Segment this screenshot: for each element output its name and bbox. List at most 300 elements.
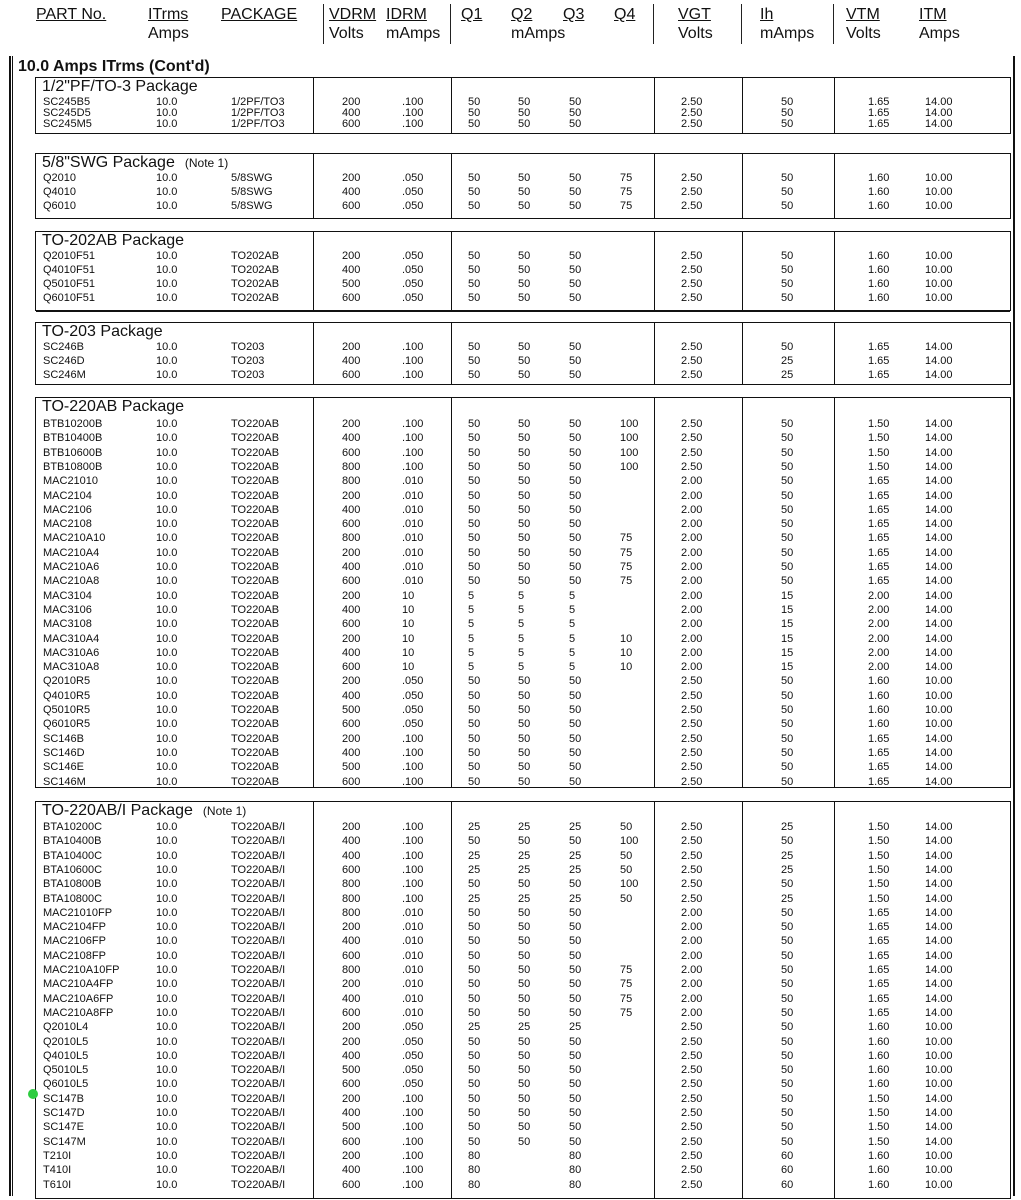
cell-idrm: .100	[402, 460, 424, 473]
cell-vdrm: 800	[342, 532, 361, 545]
cell-q2: 25	[518, 892, 531, 905]
cell-q1: 50	[468, 1092, 481, 1105]
cell-q1: 50	[468, 341, 481, 353]
cell-q1: 50	[468, 503, 481, 516]
cell-q1: 5	[468, 618, 475, 631]
cell-vtm: 1.65	[868, 949, 890, 962]
cell-idrm: .010	[402, 949, 424, 962]
cell-vgt: 2.50	[681, 1135, 703, 1148]
cell-idrm: .100	[402, 341, 424, 353]
cell-vgt: 2.50	[681, 96, 703, 108]
cell-vdrm: 400	[342, 503, 361, 516]
cell-q3: 50	[569, 1064, 582, 1077]
cell-vtm: 1.65	[868, 935, 890, 948]
table-row	[36, 894, 1010, 905]
cell-q1: 50	[468, 172, 481, 184]
cell-q3: 5	[569, 661, 576, 674]
cell-part-number: MAC210A4FP	[43, 978, 114, 991]
cell-vdrm: 200	[342, 1092, 361, 1105]
cell-itrms: 10.0	[156, 186, 178, 198]
cell-vgt: 2.50	[681, 292, 703, 304]
cell-itm: 14.00	[925, 432, 953, 445]
cell-q1: 50	[468, 1006, 481, 1019]
cell-q2: 50	[518, 1092, 531, 1105]
cell-q2: 50	[518, 964, 531, 976]
cell-idrm: .050	[402, 292, 424, 304]
header-divider	[833, 4, 834, 44]
cell-itrms: 10.0	[156, 118, 178, 130]
cell-package: TO220AB/I	[231, 906, 286, 919]
cell-part-number: SC147D	[43, 1107, 85, 1119]
cell-vdrm: 600	[342, 518, 361, 531]
cell-vdrm: 800	[342, 460, 361, 473]
cell-q1: 50	[468, 1064, 481, 1077]
cell-q1: 50	[468, 355, 481, 367]
cell-q2: 50	[518, 107, 531, 119]
cell-q1: 5	[468, 646, 475, 659]
cell-q4: 75	[620, 1006, 633, 1019]
table-row	[36, 342, 1010, 353]
cell-idrm: .050	[402, 689, 424, 702]
cell-itrms: 10.0	[156, 689, 178, 702]
cell-q3: 50	[569, 107, 582, 119]
cell-ih: 25	[781, 892, 794, 905]
cell-part-number: Q6010R5	[43, 718, 91, 731]
cell-vtm: 1.50	[868, 849, 890, 862]
cell-part-number: SC246B	[43, 341, 84, 353]
cell-itm: 14.00	[925, 1107, 953, 1119]
cell-q2: 50	[518, 1064, 531, 1077]
cell-package: TO220AB	[231, 603, 280, 616]
cell-part-number: MAC210A10	[43, 532, 106, 545]
cell-q2: 50	[518, 1121, 531, 1134]
cell-q3: 50	[569, 518, 582, 531]
cell-vgt: 2.50	[681, 446, 703, 459]
cell-part-number: MAC2108	[43, 518, 92, 531]
cell-package: TO220AB	[231, 761, 280, 774]
header-ih: Ih mAmps	[760, 6, 815, 42]
cell-vtm: 1.65	[868, 964, 890, 976]
cell-part-number: MAC2104FP	[43, 921, 106, 934]
package-note: (Note 1)	[184, 156, 229, 170]
cell-ih: 50	[781, 292, 794, 304]
cell-itrms: 10.0	[156, 675, 178, 688]
cell-vgt: 2.00	[681, 503, 703, 516]
table-row	[36, 433, 1010, 444]
cell-vgt: 2.00	[681, 603, 703, 616]
cell-idrm: 10	[402, 618, 415, 631]
cell-ih: 50	[781, 546, 794, 559]
cell-vdrm: 600	[342, 118, 361, 130]
cell-package: TO220AB	[231, 775, 280, 788]
table-row	[36, 293, 1010, 304]
cell-vgt: 2.00	[681, 964, 703, 976]
cell-idrm: .100	[402, 96, 424, 108]
table-row	[36, 1065, 1010, 1076]
cell-package: TO220AB	[231, 418, 280, 430]
cell-q1: 50	[468, 200, 481, 212]
table-row	[36, 1151, 1010, 1162]
cell-idrm: .010	[402, 992, 424, 1005]
cell-idrm: .010	[402, 921, 424, 934]
cell-itm: 10.00	[925, 172, 953, 184]
table-row	[36, 634, 1010, 645]
cell-vtm: 1.65	[868, 992, 890, 1005]
table-row	[36, 448, 1010, 459]
cell-idrm: .100	[402, 355, 424, 367]
cell-q1: 25	[468, 892, 481, 905]
cell-q3: 25	[569, 863, 582, 876]
cell-vdrm: 200	[342, 172, 361, 184]
cell-vtm: 1.65	[868, 575, 890, 588]
table-row	[36, 251, 1010, 262]
cell-vdrm: 600	[342, 949, 361, 962]
cell-itrms: 10.0	[156, 921, 178, 934]
cell-itrms: 10.0	[156, 532, 178, 545]
row-divider	[36, 311, 1010, 312]
cell-vgt: 2.50	[681, 746, 703, 759]
cell-vtm: 1.65	[868, 561, 890, 573]
cell-q2: 50	[518, 341, 531, 353]
cell-q3: 50	[569, 200, 582, 212]
table-row	[36, 719, 1010, 730]
cell-vdrm: 600	[342, 446, 361, 459]
cell-vtm: 1.50	[868, 835, 890, 848]
cell-vgt: 2.50	[681, 1092, 703, 1105]
cell-package: TO220AB/I	[231, 1135, 286, 1148]
cell-itm: 10.00	[925, 689, 953, 702]
cell-idrm: .050	[402, 186, 424, 198]
cell-package: TO202AB	[231, 264, 280, 276]
cell-itrms: 10.0	[156, 978, 178, 991]
cell-q1: 50	[468, 250, 481, 262]
cell-vtm: 1.60	[868, 1021, 890, 1034]
package-box	[35, 801, 1011, 1199]
cell-part-number: Q6010	[43, 200, 77, 212]
cell-part-number: Q2010	[43, 172, 77, 184]
cell-vtm: 1.60	[868, 200, 890, 212]
cell-idrm: .100	[402, 1121, 424, 1134]
cell-q1: 50	[468, 561, 481, 573]
cell-itrms: 10.0	[156, 746, 178, 759]
cell-itrms: 10.0	[156, 341, 178, 353]
cell-q2: 50	[518, 1078, 531, 1091]
cell-vdrm: 600	[342, 575, 361, 588]
cell-vdrm: 200	[342, 732, 361, 745]
cell-vdrm: 800	[342, 475, 361, 488]
cell-vtm: 1.65	[868, 761, 890, 774]
cell-q2: 50	[518, 432, 531, 445]
cell-q4: 75	[620, 186, 633, 198]
cell-vgt: 2.50	[681, 369, 703, 381]
cell-ih: 50	[781, 761, 794, 774]
cell-q1: 50	[468, 107, 481, 119]
cell-q4: 75	[620, 532, 633, 545]
cell-ih: 25	[781, 863, 794, 876]
cell-q1: 50	[468, 278, 481, 290]
cell-vdrm: 500	[342, 278, 361, 290]
cell-idrm: .010	[402, 546, 424, 559]
cell-q4: 100	[620, 446, 639, 459]
cell-vtm: 1.60	[868, 1164, 890, 1177]
cell-idrm: .010	[402, 964, 424, 976]
cell-idrm: .050	[402, 675, 424, 688]
cell-itm: 14.00	[925, 935, 953, 948]
cell-q1: 5	[468, 632, 475, 645]
cell-part-number: SC146M	[43, 775, 86, 788]
cell-ih: 50	[781, 775, 794, 788]
cell-part-number: Q6010F51	[43, 292, 95, 304]
cell-ih: 15	[781, 646, 794, 659]
cell-package: TO203	[231, 369, 265, 381]
cell-idrm: 10	[402, 661, 415, 674]
cell-vtm: 1.50	[868, 1107, 890, 1119]
cell-itm: 14.00	[925, 418, 953, 430]
cell-part-number: T210I	[43, 1149, 72, 1162]
cell-vdrm: 200	[342, 1149, 361, 1162]
cell-q3: 50	[569, 835, 582, 848]
cell-q1: 80	[468, 1164, 481, 1177]
cell-idrm: 10	[402, 603, 415, 616]
cell-q1: 50	[468, 418, 481, 430]
cell-ih: 15	[781, 603, 794, 616]
cell-part-number: SC146E	[43, 761, 84, 774]
cell-q3: 50	[569, 718, 582, 731]
cell-q3: 50	[569, 292, 582, 304]
cell-vtm: 1.60	[868, 1035, 890, 1048]
cell-itrms: 10.0	[156, 775, 178, 788]
cell-idrm: .100	[402, 107, 424, 119]
table-row	[36, 419, 1010, 430]
cell-vdrm: 200	[342, 546, 361, 559]
cell-package: TO202AB	[231, 250, 280, 262]
cell-part-number: MAC310A6	[43, 646, 100, 659]
cell-q2: 5	[518, 632, 525, 645]
cell-idrm: .100	[402, 369, 424, 381]
package-box	[35, 322, 1011, 385]
cell-itm: 14.00	[925, 746, 953, 759]
cell-q3: 25	[569, 1021, 582, 1034]
cell-q2: 50	[518, 369, 531, 381]
cell-part-number: SC245D5	[43, 107, 91, 119]
cell-ih: 50	[781, 446, 794, 459]
cell-idrm: 10	[402, 589, 415, 602]
cell-vgt: 2.50	[681, 878, 703, 891]
cell-itrms: 10.0	[156, 718, 178, 731]
cell-vtm: 1.60	[868, 1064, 890, 1077]
cell-ih: 50	[781, 978, 794, 991]
table-row	[36, 979, 1010, 990]
cell-q3: 50	[569, 460, 582, 473]
cell-vgt: 2.50	[681, 1107, 703, 1119]
cell-itm: 14.00	[925, 561, 953, 573]
cell-itm: 10.00	[925, 1149, 953, 1162]
cell-itrms: 10.0	[156, 475, 178, 488]
cell-q2: 50	[518, 264, 531, 276]
cell-part-number: MAC3104	[43, 589, 92, 602]
cell-q1: 50	[468, 746, 481, 759]
cell-vgt: 2.50	[681, 1064, 703, 1077]
package-title-text: TO-202AB Package	[42, 232, 185, 249]
cell-package: TO220AB/I	[231, 849, 286, 862]
header-q2: Q2 mAmps	[511, 6, 566, 42]
cell-part-number: MAC210A6	[43, 561, 100, 573]
table-row	[36, 748, 1010, 759]
cell-itm: 14.00	[925, 575, 953, 588]
package-title-text: 1/2"PF/TO-3 Package	[42, 78, 198, 95]
cell-part-number: BTB10400B	[43, 432, 103, 445]
cell-itm: 14.00	[925, 446, 953, 459]
cell-package: TO220AB/I	[231, 935, 286, 948]
cell-vgt: 2.50	[681, 250, 703, 262]
cell-ih: 15	[781, 589, 794, 602]
cell-package: TO202AB	[231, 278, 280, 290]
cell-q3: 50	[569, 732, 582, 745]
cell-q1: 80	[468, 1178, 481, 1191]
cell-vtm: 1.65	[868, 775, 890, 788]
cell-idrm: .010	[402, 489, 424, 502]
cell-idrm: .010	[402, 906, 424, 919]
cell-vgt: 2.50	[681, 732, 703, 745]
cell-package: TO220AB	[231, 432, 280, 445]
cell-q1: 50	[468, 704, 481, 716]
cell-itrms: 10.0	[156, 1107, 178, 1119]
cell-ih: 50	[781, 718, 794, 731]
cell-vdrm: 400	[342, 849, 361, 862]
cell-idrm: .100	[402, 446, 424, 459]
cell-itrms: 10.0	[156, 906, 178, 919]
cell-q3: 50	[569, 575, 582, 588]
cell-vtm: 1.60	[868, 1149, 890, 1162]
cell-vgt: 2.50	[681, 186, 703, 198]
cell-q3: 50	[569, 689, 582, 702]
cell-part-number: MAC210A10FP	[43, 964, 120, 976]
cell-q3: 50	[569, 675, 582, 688]
table-row	[36, 691, 1010, 702]
table-row	[36, 576, 1010, 587]
cell-vtm: 1.50	[868, 460, 890, 473]
cell-package: TO220AB/I	[231, 1078, 286, 1091]
cell-vgt: 2.00	[681, 921, 703, 934]
cell-q3: 50	[569, 761, 582, 774]
cell-q2: 50	[518, 1135, 531, 1148]
cell-vgt: 2.50	[681, 355, 703, 367]
cell-vdrm: 400	[342, 992, 361, 1005]
cell-q3: 50	[569, 341, 582, 353]
cell-vdrm: 400	[342, 186, 361, 198]
cell-vdrm: 600	[342, 775, 361, 788]
cell-itm: 14.00	[925, 1121, 953, 1134]
cell-package: TO220AB/I	[231, 878, 286, 891]
cell-vgt: 2.00	[681, 632, 703, 645]
cell-q3: 50	[569, 118, 582, 130]
section-title: 10.0 Amps ITrms (Cont'd)	[18, 58, 210, 75]
cell-ih: 50	[781, 1021, 794, 1034]
cell-part-number: MAC2108FP	[43, 949, 106, 962]
cell-vtm: 2.00	[868, 632, 890, 645]
table-row	[36, 1137, 1010, 1148]
cell-q1: 50	[468, 921, 481, 934]
cell-package: 5/8SWG	[231, 200, 273, 212]
cell-part-number: SC147M	[43, 1135, 86, 1148]
cell-vgt: 2.00	[681, 978, 703, 991]
cell-q2: 50	[518, 418, 531, 430]
cell-itrms: 10.0	[156, 460, 178, 473]
cell-vgt: 2.50	[681, 704, 703, 716]
cell-part-number: Q5010L5	[43, 1064, 89, 1077]
package-note: (Note 1)	[202, 804, 247, 818]
cell-vgt: 2.50	[681, 341, 703, 353]
cell-q2: 50	[518, 921, 531, 934]
cell-vgt: 2.00	[681, 646, 703, 659]
cell-package: TO220AB	[231, 546, 280, 559]
cell-vtm: 1.60	[868, 264, 890, 276]
cell-itm: 14.00	[925, 921, 953, 934]
cell-ih: 50	[781, 418, 794, 430]
cell-vdrm: 600	[342, 718, 361, 731]
cell-package: TO220AB	[231, 661, 280, 674]
cell-q2: 50	[518, 675, 531, 688]
cell-part-number: BTA10400C	[43, 849, 103, 862]
cell-vgt: 2.00	[681, 489, 703, 502]
cell-vtm: 1.60	[868, 250, 890, 262]
cell-q3: 50	[569, 949, 582, 962]
cell-itm: 10.00	[925, 675, 953, 688]
cell-package: 1/2PF/TO3	[231, 118, 285, 130]
cell-package: 1/2PF/TO3	[231, 96, 285, 108]
cell-itrms: 10.0	[156, 1021, 178, 1034]
cell-q4: 10	[620, 632, 633, 645]
table-row	[36, 505, 1010, 516]
cell-q1: 50	[468, 264, 481, 276]
cell-q4: 10	[620, 646, 633, 659]
cell-idrm: .100	[402, 1164, 424, 1177]
header-itm: ITM Amps	[919, 6, 960, 42]
cell-q3: 50	[569, 1049, 582, 1062]
cell-itrms: 10.0	[156, 1049, 178, 1062]
cell-q3: 25	[569, 849, 582, 862]
cell-vgt: 2.00	[681, 1006, 703, 1019]
cell-q4: 75	[620, 172, 633, 184]
cell-package: TO220AB/I	[231, 892, 286, 905]
cell-vtm: 1.65	[868, 355, 890, 367]
table-row	[36, 994, 1010, 1005]
package-box	[35, 231, 1011, 311]
cell-ih: 50	[781, 518, 794, 531]
cell-vgt: 2.50	[681, 418, 703, 430]
table-row	[36, 762, 1010, 773]
cell-vtm: 2.00	[868, 603, 890, 616]
cell-q2: 50	[518, 200, 531, 212]
cell-vgt: 2.50	[681, 432, 703, 445]
cell-q2: 5	[518, 589, 525, 602]
cell-part-number: BTA10200C	[43, 821, 103, 833]
cell-itm: 10.00	[925, 1064, 953, 1077]
cell-q4: 75	[620, 964, 633, 976]
package-title	[42, 78, 198, 96]
cell-idrm: .010	[402, 503, 424, 516]
cell-itm: 14.00	[925, 992, 953, 1005]
cell-package: TO203	[231, 341, 265, 353]
cell-q2: 50	[518, 355, 531, 367]
cell-q3: 50	[569, 992, 582, 1005]
cell-itm: 10.00	[925, 1035, 953, 1048]
cell-itm: 14.00	[925, 863, 953, 876]
cell-package: TO220AB	[231, 689, 280, 702]
cell-vdrm: 200	[342, 632, 361, 645]
outer-rule-left-inner	[12, 56, 13, 1196]
cell-itrms: 10.0	[156, 878, 178, 891]
